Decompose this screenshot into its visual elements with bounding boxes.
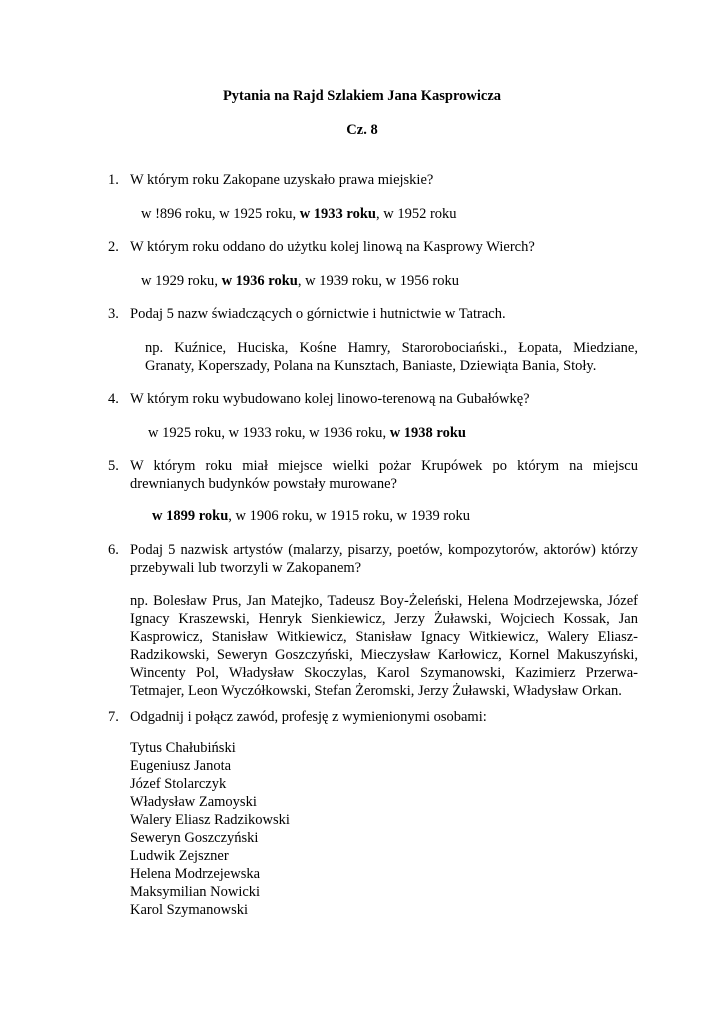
answer-option: w 1925 roku xyxy=(148,425,222,441)
list-item: Seweryn Goszczyński xyxy=(130,830,259,846)
answer-text-3: np. Kuźnice, Huciska, Kośne Hamry, Starorobociański., Łopata, Miedziane, Granaty, Koperszady, Polana na Kunsztach, Baniaste, Dziewiąta Bania, Stoły. xyxy=(145,340,638,374)
answer-option: w 1936 roku xyxy=(309,425,383,441)
question-text: Podaj 5 nazwisk artystów (malarzy, pisarzy, poetów, kompozytorów, aktorów) którzy przebywali lub tworzyli w Zakopanem? xyxy=(130,542,638,576)
answer-options-5: w 1899 roku, w 1906 roku, w 1915 roku, w 1939 roku xyxy=(152,508,470,524)
answer-option-correct: w 1899 roku xyxy=(152,508,229,524)
question-text: W którym roku oddano do użytku kolej linową na Kasprowy Wierch? xyxy=(130,239,535,255)
answer-option: w 1956 roku xyxy=(385,273,459,289)
answer-option-correct: w 1938 roku xyxy=(389,425,466,441)
list-item: Karol Szymanowski xyxy=(130,902,248,918)
document-title: Pytania na Rajd Szlakiem Jana Kasprowicza xyxy=(222,88,502,104)
list-item: Walery Eliasz Radzikowski xyxy=(130,812,290,828)
list-item: Władysław Zamoyski xyxy=(130,794,257,810)
answer-options-4: w 1925 roku, w 1933 roku, w 1936 roku, w 1938 roku xyxy=(148,425,466,441)
question-text: Odgadnij i połącz zawód, profesję z wymienionymi osobami: xyxy=(130,709,487,725)
question-text: W którym roku Zakopane uzyskało prawa miejskie? xyxy=(130,172,434,188)
answer-option: w 1929 roku xyxy=(141,273,215,289)
answer-option-correct: w 1933 roku xyxy=(299,206,376,222)
question-text: W którym roku miał miejsce wielki pożar Krupówek po którym na miejscu drewnianych budynków powstały murowane? xyxy=(130,458,638,492)
answer-options-1: w !896 roku, w 1925 roku, w 1933 roku, w 1952 roku xyxy=(141,206,457,222)
answer-options-2: w 1929 roku, w 1936 roku, w 1939 roku, w 1956 roku xyxy=(141,273,459,289)
question-number: 6. xyxy=(108,542,119,558)
answer-option: w 1925 roku xyxy=(219,206,293,222)
list-item: Helena Modrzejewska xyxy=(130,866,261,882)
answer-option: w 1952 roku xyxy=(383,206,457,222)
answer-option: w 1915 roku xyxy=(316,508,390,524)
question-number: 3. xyxy=(108,306,119,322)
answer-option: w 1939 roku xyxy=(396,508,470,524)
question-text: Podaj 5 nazw świadczących o górnictwie i hutnictwie w Tatrach. xyxy=(130,306,506,322)
list-item: Eugeniusz Janota xyxy=(130,758,232,774)
answer-option: w !896 roku xyxy=(141,206,212,222)
answer-option: w 1906 roku xyxy=(235,508,309,524)
question-text: W którym roku wybudowano kolej linowo-terenową na Gubałówkę? xyxy=(130,391,530,407)
answer-option-correct: w 1936 roku xyxy=(221,273,298,289)
answer-text-6: np. Bolesław Prus, Jan Matejko, Tadeusz Boy-Żeleński, Helena Modrzejewska, Józef Ignacy Kraszewski, Henryk Sienkiewicz, Jerzy Żuławski, Wojciech Kossak, Jan Kasprowicz, Stanisław Witkiewicz, Stanisław Ignacy Witkiewicz, Walery Eliasz-Radzikowski, Seweryn Goszczyński, Mieczysław Karłowicz, Kornel Makuszyński, Wincenty Pol, Władysław Skoczylas, Karol Szymanowski, Kazimierz Przerwa-Tetmajer, Leon Wyczółkowski, Stefan Żeromski, Jerzy Żuławski, Władysław Orkan. xyxy=(130,593,638,699)
question-number: 1. xyxy=(108,172,119,188)
answer-option: w 1939 roku xyxy=(305,273,379,289)
question-number: 7. xyxy=(108,709,119,725)
list-item: Maksymilian Nowicki xyxy=(130,884,261,900)
list-item: Józef Stolarczyk xyxy=(130,776,227,792)
question-number: 2. xyxy=(108,239,119,255)
document-subtitle: Cz. 8 xyxy=(346,122,378,138)
list-item: Tytus Chałubiński xyxy=(130,740,236,756)
answer-option: w 1933 roku xyxy=(228,425,302,441)
question-number: 5. xyxy=(108,458,119,474)
people-list xyxy=(130,739,290,919)
list-item: Ludwik Zejszner xyxy=(130,848,229,864)
question-number: 4. xyxy=(108,391,119,407)
